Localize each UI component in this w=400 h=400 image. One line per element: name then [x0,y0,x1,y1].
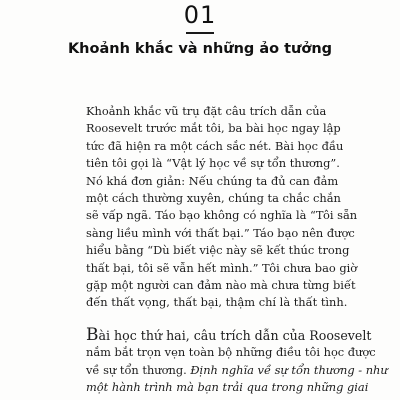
paragraph-1 [86,103,400,312]
text-line: Khoảnh khắc vũ trụ đặt câu trích dẫn của [86,104,327,118]
text-line: Roosevelt trước mắt tôi, ba bài học ngay lập [86,121,341,136]
text-line: Nó khá đơn giản: Nếu chúng ta đủ can đảm [86,173,339,188]
chapter-divider [186,32,214,34]
text-line [86,327,400,344]
italic-text-segment: Định nghĩa về sự tổn thương - như [190,362,388,377]
text-line: một cách thường xuyên, chúng ta chắc chắn [86,190,341,205]
text-line: sẽ vấp ngã. Táo bạo không có nghĩa là “Tôi sẵn [86,208,358,223]
drop-cap: B [86,325,99,345]
chapter-title: Khoảnh khắc và những ảo tưởng [67,41,333,57]
text-line: gặp một người can đảm nào mà chưa từng biết [86,277,356,292]
text-line: nắm bắt trọn vẹn toàn bộ những điều tôi học được [86,345,376,360]
text-line [86,362,400,379]
text-segment: về sự tổn thương. [86,362,191,377]
text-line: đến thất vọng, thất bại, thậm chí là thất tình. [86,295,348,310]
text-line: hiểu bằng “Dù biết việc này sẽ kết thúc trong [86,243,350,258]
text-line: tức đã hiện ra một cách sắc nét. Bài học đầu [86,138,344,153]
text-line: sàng liều mình với thất bại.” Táo bạo nên được [86,225,355,240]
text-line: tiên tôi gọi là “Vật lý học về sự tổn thương”. [86,156,340,171]
text-line-partial: một hành trình mà bạn trải qua trong những giai [86,380,369,395]
text-line: thất bại, tôi sẽ vẫn hết mình.” Tôi chưa bao giờ [86,260,358,275]
text-segment: ài học thứ hai, câu trích dẫn của Roosevelt [98,328,372,343]
chapter-number: 01 [183,1,217,29]
paragraph-2 [86,327,400,397]
